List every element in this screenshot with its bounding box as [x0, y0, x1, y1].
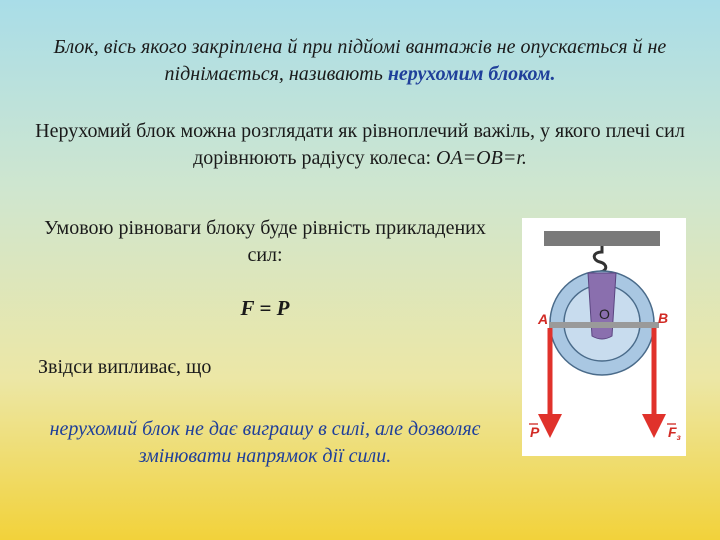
lever-text: Нерухомий блок можна розглядати як рівноплечий важіль, у якого плечі сил дорівнюють радіусу колеса: [35, 120, 685, 169]
label-p-text: P [530, 424, 540, 440]
label-p [530, 424, 540, 440]
arrow-f-head [642, 414, 666, 438]
ceiling-bar [544, 231, 660, 246]
label-f-text: F [668, 424, 677, 440]
fixed-pulley-diagram [522, 218, 686, 456]
conclusion-text: нерухомий блок не дає виграшу в силі, але дозволяє змінювати напрямок дії сили. [49, 418, 481, 467]
arrow-p-head [538, 414, 562, 438]
definition-paragraph [20, 34, 700, 88]
equilibrium-text: Умовою рівноваги блоку буде рівність прикладених сил: [44, 217, 486, 266]
definition-text: Блок, вісь якого закріплена й при підйомі вантажів не опускається й не піднімається, називають [53, 36, 667, 85]
term-fixed-pulley: нерухомим блоком. [387, 63, 556, 85]
hook-icon [594, 246, 606, 272]
therefore-text: Звідси випливає, що [38, 356, 212, 378]
label-a: A [538, 311, 549, 327]
lever-paragraph [20, 118, 700, 172]
equilibrium-formula: F = P [240, 296, 290, 320]
axle-bar [549, 322, 659, 328]
label-f-subscript: з [676, 433, 681, 442]
lever-equation: OA=OB=r. [436, 147, 527, 169]
label-b: B [658, 310, 669, 326]
label-o: O [599, 306, 610, 322]
label-f [668, 424, 681, 442]
